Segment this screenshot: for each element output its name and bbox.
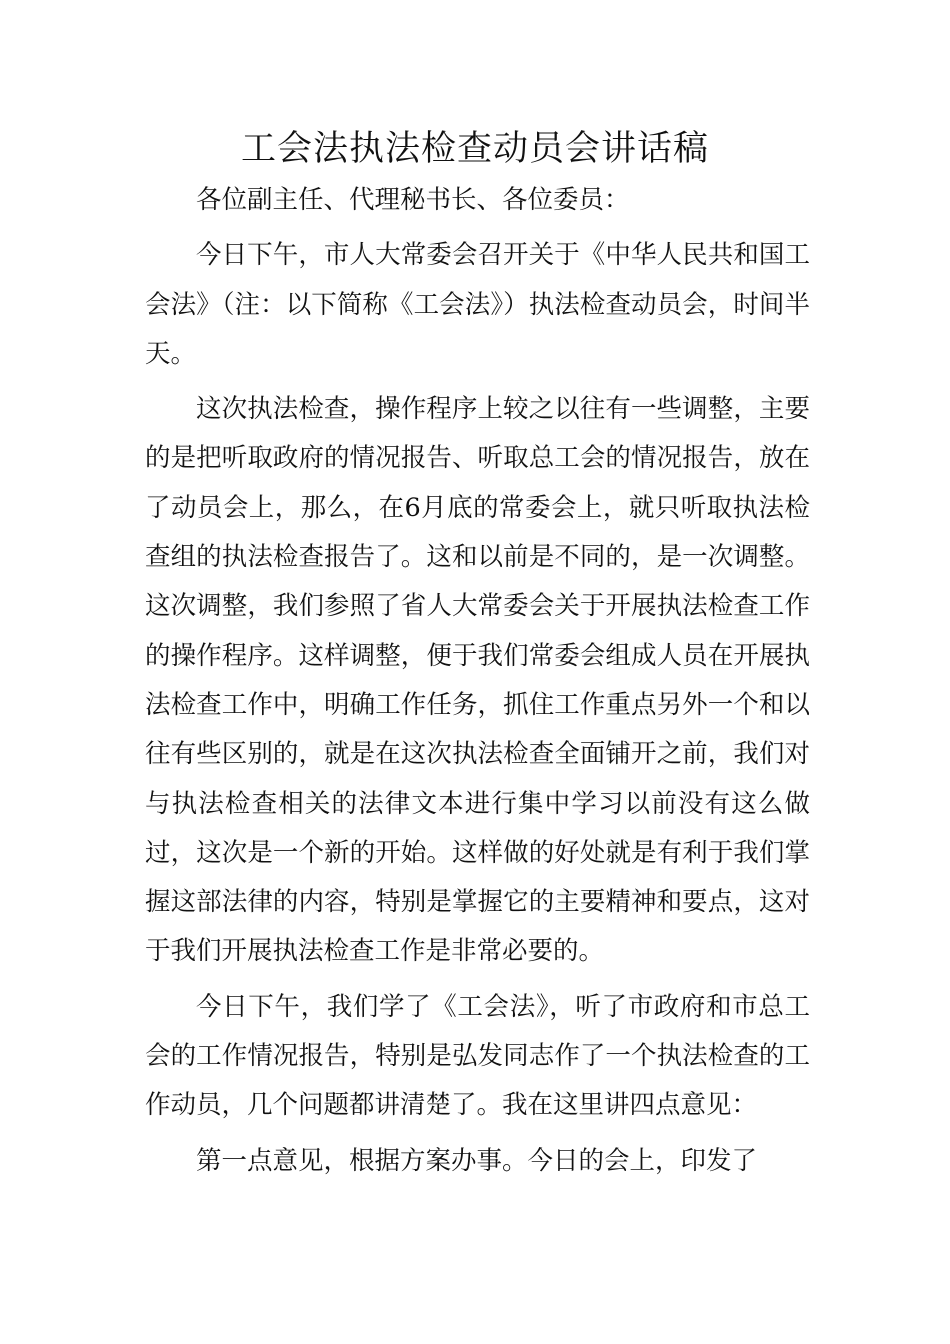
paragraph-4: 第一点意见，根据方案办事。今日的会上，印发了: [196, 1145, 758, 1176]
document-title: 工会法执法检查动员会讲话稿: [240, 129, 709, 169]
document-body: [145, 176, 810, 1186]
paragraph-1: 今日下午，市人大常委会召开关于《中华人民共和国工会法》（注：以下简称《工会法》）执法检查动员会，时间半天。: [145, 240, 810, 369]
salutation: 各位副主任、代理秘书长、各位委员：: [196, 185, 630, 215]
paragraph-2: 这次执法检查，操作程序上较之以往有一些调整，主要的是把听取政府的情况报告、听取总工会的情况报告，放在了动员会上，那么，在6月底的常委会上，就只听取执法检查组的执法检查报告了。这和以前是不同的，是一次调整。这次调整，我们参照了省人大常委会关于开展执法检查工作的操作程序。这样调整，便于我们常委会组成人员在开展执法检查工作中，明确工作任务，抓住工作重点另外一个和以往有些区别的，就是在这次执法检查全面铺开之前，我们对与执法检查相关的法律文本进行集中学习以前没有这么做过，这次是一个新的开始。这样做的好处就是有利于我们掌握这部法律的内容，特别是掌握它的主要精神和要点，这对于我们开展执法检查工作是非常必要的。: [145, 394, 810, 967]
paragraph-3: 今日下午，我们学了《工会法》，听了市政府和市总工会的工作情况报告，特别是弘发同志作了一个执法检查的工作动员，几个问题都讲清楚了。我在这里讲四点意见：: [145, 991, 810, 1121]
